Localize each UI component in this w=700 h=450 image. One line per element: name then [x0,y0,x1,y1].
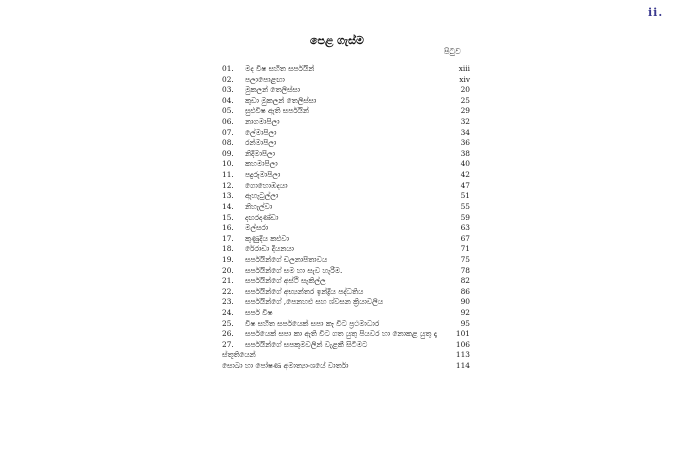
toc-entry-page: xiv [459,74,470,84]
toc-entry-number: 18. [222,244,234,254]
toc-entry-title: නිහැල්වා [245,201,273,211]
page-column-label: පිටුව [444,47,461,56]
toc-entry-number: 16. [222,223,234,233]
toc-entry-page: 67 [460,233,470,243]
toc-entry-title: සර්පයින්ගේ ,පෙනහළු සහ ශ්වසන ක්‍රියාවලිය [245,297,384,307]
toc-entry-title: දඟරදණ්ඩා [245,212,279,222]
toc-entry-page: 113 [455,350,470,360]
toc-entry-page: 47 [460,180,470,190]
toc-entry-title: විෂ සහිත සර්පයෙක් සපා කෑ විට ප්‍රථමාධාර [245,318,380,328]
toc-entry [222,244,470,255]
toc-entry-number: 23. [222,297,234,307]
toc-entry-number: 22. [222,286,234,296]
toc-entry-number: 13. [222,191,234,201]
toc-entry-page: 90 [460,297,470,307]
toc-entry [222,266,470,277]
toc-entry-title: රේරාඩා දියනයා [245,244,294,254]
toc-entry-number: 14. [222,201,234,211]
toc-entry-number: 02. [222,74,234,84]
toc-entry-number: 12. [222,180,234,190]
toc-entry [222,96,470,107]
toc-entry-page: 82 [460,276,470,286]
toc-entry [222,340,470,351]
toc-entry-page: 42 [460,170,470,180]
toc-entry-number: 09. [222,148,234,158]
toc-entry [222,213,470,224]
toc-entry-page: 78 [460,265,470,275]
page-mark: ii. [648,6,664,19]
toc-entry-title: මද විෂ සහිත සර්පයින් [245,64,315,73]
toc-entry-number: 26. [222,329,234,339]
toc-entry [222,361,470,372]
toc-entry-title: සුළුවිෂ ඇති සර්පයින් [245,106,309,116]
toc-entry-number: 01. [222,64,234,73]
toc-entry [222,117,470,128]
toc-entry-page: 55 [460,201,470,211]
toc-entry-number: 11. [222,170,234,180]
toc-entry-title: කහමාපිලා [245,159,278,169]
toc-entry-number: 04. [222,95,234,105]
toc-entry [222,350,470,361]
toc-entry-number: 19. [222,254,234,264]
toc-entry-title: පදුරුමාපිලා [245,170,281,180]
toc-entry-number: 27. [222,339,234,349]
page-title: පෙළ ගැස්ම [310,34,364,47]
toc-entry-page: 51 [460,191,470,201]
toc-entry-title: සර්පයෙක් සපා කා ඇති විට ගත යුතු පියවර හා නොකළ යුතු දෑ [245,329,437,339]
toc-entry [222,128,470,139]
toc-entry-page: 29 [460,106,470,116]
toc-entry-number: 20. [222,265,234,275]
toc-entry [222,181,470,192]
toc-entry-number: 07. [222,127,234,137]
table-of-contents [222,64,470,372]
toc-entry-page: 114 [455,361,470,371]
toc-entry-page: 25 [460,95,470,105]
toc-entry-page: 71 [460,244,470,254]
toc-entry-title: සර්පයින්ගේ අභ්‍යන්තර ඉන්ද්‍රිය පද්ධතිය [245,286,364,296]
toc-entry-title: නාගමාපිලා [245,117,280,127]
toc-entry-number: 06. [222,117,234,127]
toc-entry-number: 03. [222,85,234,95]
toc-entry [222,85,470,96]
toc-entry [222,308,470,319]
toc-entry [222,138,470,149]
toc-entry-title: කුඩා මුකලන් තෙලිස්සා [245,95,317,105]
toc-entry-title: ලේමාපිලා [245,127,277,137]
toc-entry-number: 17. [222,233,234,243]
toc-entry-title: මල්සරා [245,223,269,233]
toc-entry [222,329,470,340]
toc-entry-title: ස්තූතියෙන් [222,350,256,360]
toc-entry-page: 106 [455,339,470,349]
toc-entry-page: 34 [460,127,470,137]
toc-entry-page: 92 [460,308,470,318]
toc-entry-page: 95 [460,318,470,328]
toc-entry-page: 59 [460,212,470,222]
toc-entry-page: 32 [460,117,470,127]
toc-entry [222,64,470,75]
toc-entry-number: 10. [222,159,234,169]
toc-entry-title: සර්පයින්ගේ චලනාපිතාවය [245,254,328,264]
toc-entry-title: ඇහැටුල්ලා [245,191,279,201]
toc-entry-page: 36 [460,138,470,148]
toc-entry-title: සර්ප විෂ [245,308,273,318]
toc-entry-page: 38 [460,148,470,158]
toc-entry [222,287,470,298]
toc-entry-number: 24. [222,308,234,318]
toc-entry [222,276,470,287]
toc-entry-title: මුකලන් තෙලිස්සා [245,85,301,95]
toc-entry-title: සර්පයින්ගේ සම හා සැව හැරීම. [245,265,343,275]
toc-entry-page: 40 [460,159,470,169]
toc-entry-page: 101 [455,329,470,339]
toc-entry [222,106,470,117]
toc-entry-title: සොබා හා පෝෂණ අමාත්‍යාංශයේ වාර්තා [222,361,349,371]
toc-entry-page: xiii [458,64,470,73]
toc-entry-title: නිදිමාපිලා [245,148,276,158]
toc-entry-page: 75 [460,254,470,264]
toc-entry [222,202,470,213]
toc-entry-title: කුණුදිය කළුවා [245,233,289,243]
toc-entry [222,234,470,245]
toc-entry-number: 25. [222,318,234,328]
toc-entry-title: ගොහොඹදයා [245,180,288,190]
toc-entry-number: 08. [222,138,234,148]
toc-entry [222,159,470,170]
toc-entry [222,255,470,266]
toc-entry [222,149,470,160]
toc-entry-number: 21. [222,276,234,286]
toc-entry-title: සර්පයින්ගේ සපකුමවලින් වැළකී සිටීමට [245,339,368,349]
toc-entry-page: 63 [460,223,470,233]
toc-entry [222,75,470,86]
toc-entry [222,170,470,181]
toc-entry-title: පලාපොළඟා [245,74,285,84]
toc-entry-page: 86 [460,286,470,296]
toc-entry-title: රන්මාපිලා [245,138,277,148]
toc-entry-title: සර්පයින්ගේ අස්ථි සැකිල්ල [245,276,326,286]
toc-entry-page: 20 [460,85,470,95]
toc-entry-number: 05. [222,106,234,116]
toc-entry-number: 15. [222,212,234,222]
toc-entry [222,191,470,202]
toc-entry [222,297,470,308]
toc-entry [222,319,470,330]
toc-entry [222,223,470,234]
